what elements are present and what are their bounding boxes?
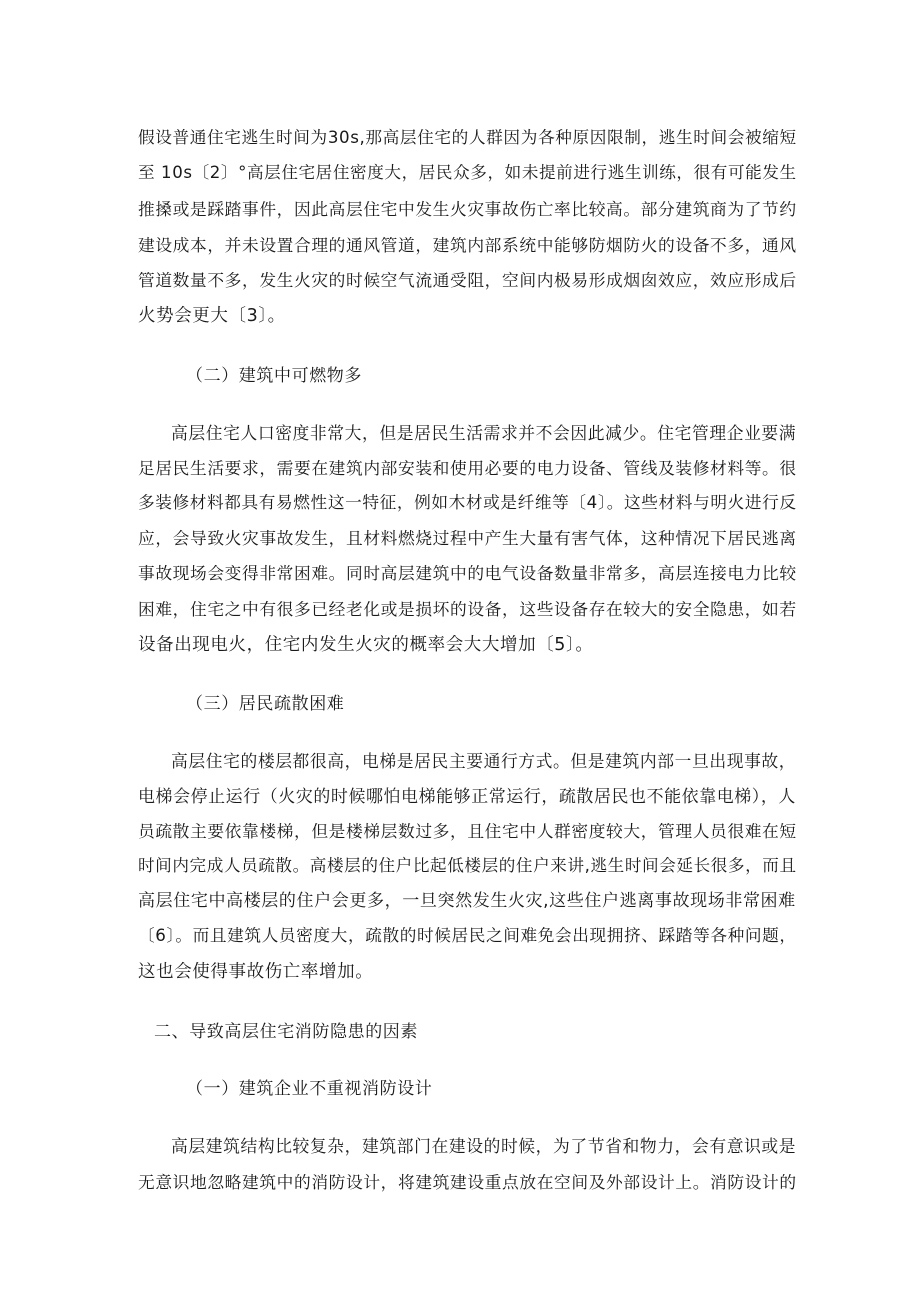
paragraph-line: 困难，住宅之中有很多已经老化或是损坏的设备，这些设备存在较大的安全隐患，如若 bbox=[138, 599, 797, 619]
paragraph-line: 管道数量不多，发生火灾的时候空气流通受阻，空间内极易形成烟囱效应，效应形成后 bbox=[138, 270, 797, 290]
paragraph-line: 多装修材料都具有易燃性这一特征，例如木材或是纤维等〔4〕。这些材料与明火进行反 bbox=[138, 493, 797, 512]
section-heading: （二）建筑中可燃物多 bbox=[186, 366, 362, 386]
paragraph-line: 假设普通住宅逃生时间为30s,那高层住宅的人群因为各种原因限制，逃生时间会被缩短 bbox=[138, 128, 797, 147]
paragraph-line: 这也会使得事故伤亡率增加。 bbox=[138, 962, 374, 982]
paragraph-line: 高层住宅中高楼层的住户会更多，一旦突然发生火灾,这些住户逃离事故现场非常困难 bbox=[138, 891, 796, 911]
paragraph-line: 事故现场会变得非常困难。同时高层建筑中的电气设备数量非常多，高层连接电力比较 bbox=[138, 563, 797, 583]
paragraph-line: 电梯会停止运行（火灾的时候哪怕电梯能够正常运行，疏散居民也不能依靠电梯），人 bbox=[138, 786, 796, 806]
paragraph-line: 高层住宅人口密度非常大，但是居民生活需求并不会因此减少。住宅管理企业要满 bbox=[171, 423, 797, 443]
paragraph-line: 足居民生活要求，需要在建筑内部安装和使用必要的电力设备、管线及装修材料等。很 bbox=[138, 458, 797, 478]
paragraph-line: 无意识地忽略建筑中的消防设计，将建筑建设重点放在空间及外部设计上。消防设计的 bbox=[138, 1172, 797, 1192]
chapter-heading: 二、导致高层住宅消防隐患的因素 bbox=[154, 1022, 418, 1042]
paragraph-line: 建设成本，并未设置合理的通风管道，建筑内部系统中能够防烟防火的设备不多，通风 bbox=[138, 235, 797, 255]
paragraph-line: 高层住宅的楼层都很高，电梯是居民主要通行方式。但是建筑内部一旦出现事故， bbox=[171, 751, 797, 771]
paragraph-line: 设备出现电火，住宅内发生火灾的概率会大大增加〔5〕。 bbox=[138, 635, 594, 655]
paragraph-line: 推搡或是踩踏事件，因此高层住宅中发生火灾事故伤亡率比较高。部分建筑商为了节约 bbox=[138, 199, 797, 219]
section-heading: （三）居民疏散困难 bbox=[186, 694, 345, 714]
paragraph-line: 至 10s〔2〕°高层住宅居住密度大，居民众多，如未提前进行逃生训练，很有可能发生 bbox=[138, 163, 797, 182]
paragraph-line: 火势会更大〔3〕。 bbox=[138, 306, 286, 326]
paragraph-line: 〔6〕。而且建筑人员密度大，疏散的时候居民之间难免会出现拥挤、踩踏等各种问题， bbox=[138, 926, 797, 945]
paragraph-line: 时间内完成人员疏散。高楼层的住户比起低楼层的住户来讲,逃生时间会延长很多，而且 bbox=[138, 856, 797, 875]
paragraph-line: 高层建筑结构比较复杂，建筑部门在建设的时候，为了节省和物力，会有意识或是 bbox=[171, 1136, 797, 1156]
paragraph-line: 应，会导致火灾事故发生，且材料燃烧过程中产生大量有害气体，这种情况下居民逃离 bbox=[138, 528, 797, 548]
section-heading: （一）建筑企业不重视消防设计 bbox=[186, 1079, 433, 1099]
paragraph-line: 员疏散主要依靠楼梯，但是楼梯层数过多，且住宅中人群密度较大，管理人员很难在短 bbox=[138, 821, 797, 841]
